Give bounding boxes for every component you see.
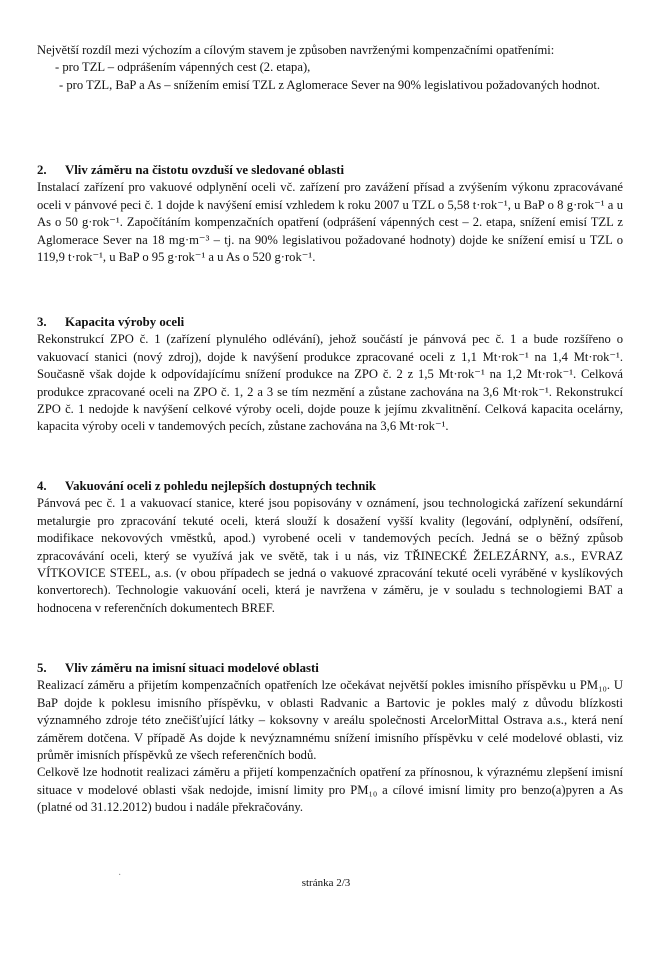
section-paragraph: Celkově lze hodnotit realizaci záměru a přijetí kompenzačních opatření za přínosnou, k výraznému zlepšení imisní situace v modelové oblasti však nedojde, imisní limity pro PM₁₀ a cílové imisní limity pro benzo(a)pyren a As (platné od 31.12.2012) budou i nadále překračovány. xyxy=(37,765,623,815)
page-number-label: stránka 2/3 xyxy=(301,877,351,889)
section-heading xyxy=(37,478,623,495)
section-title: Kapacita výroby oceli xyxy=(65,315,185,329)
intro-bullet: - pro TZL, BaP a As – snížením emisí TZL z Aglomerace Sever na 90% legislativou požadovaných hodnot. xyxy=(59,77,601,92)
intro-bullet-list xyxy=(37,59,623,94)
section-5 xyxy=(37,660,623,817)
intro-paragraph: Největší rozdíl mezi výchozím a cílovým stavem je způsoben navrženými kompenzačními opatřeními: xyxy=(37,43,555,57)
section-number: 5. xyxy=(37,661,47,675)
section-title: Vliv záměru na imisní situaci modelové oblasti xyxy=(65,661,319,675)
section-title: Vliv záměru na čistotu ovzduší ve sledované oblasti xyxy=(65,163,345,177)
section-number: 3. xyxy=(37,315,47,329)
section-2 xyxy=(37,162,623,266)
section-paragraph: Rekonstrukcí ZPO č. 1 (zařízení plynulého odlévání), jehož součástí je pánvová pec č. 1 a bude rozšířeno o vakuovací stanici (nový zdroj), dojde k navýšení produkce zpracované oceli z 1,1 Mt·rok⁻¹ na 1,4 Mt·rok⁻¹. Současně však dojde k odpovídajícímu snížení produkce na ZPO č. 2 z 1,5 Mt·rok⁻¹ na 1,2 Mt·rok⁻¹. Celková produkce zpracované oceli na ZPO č. 1, 2 a 3 se tím nezmění a zůstane zachována na 3,6 Mt·rok⁻¹. Rekonstrukcí ZPO č. 1 nedojde k navýšení celkové výroby oceli, dojde pouze k jejímu zkvalitnění. Celková kapacita ocelárny, kapacita výroby oceli v tandemových pecích, zůstane zachována na 3,6 Mt·rok⁻¹. xyxy=(37,332,623,434)
intro-bullet: - pro TZL – odprášením vápenných cest (2. etapa), xyxy=(55,60,311,75)
section-3 xyxy=(37,314,623,436)
page-footer xyxy=(0,877,652,889)
section-number: 2. xyxy=(37,163,47,177)
section-title: Vakuování oceli z pohledu nejlepších dostupných technik xyxy=(65,479,376,493)
section-number: 4. xyxy=(37,479,47,493)
intro-block xyxy=(37,42,623,94)
section-4 xyxy=(37,478,623,617)
section-heading xyxy=(37,660,623,677)
scan-speck: · xyxy=(118,870,122,881)
section-heading xyxy=(37,162,623,179)
section-paragraph: Realizací záměru a přijetím kompenzačních opatřeních lze očekávat největší pokles imisního příspěvku u PM₁₀. U BaP dojde k poklesu imisního příspěvku, v oblasti Radvanic a Bartovic je pokles malý z důvodu blízkosti významného zdroje této znečišťující látky – koksovny v areálu společnosti ArcelorMittal Ostrava a.s., která není záměrem dotčena. V případě As dojde k nevýznamnému snížení imisního příspěvku v celé modelové oblasti, viz průměr imisních příspěvků ze všech referenčních bodů. xyxy=(37,678,623,763)
section-paragraph: Pánvová pec č. 1 a vakuovací stanice, které jsou popisovány v oznámení, jsou technologická zařízení sekundární metalurgie pro zpracování tekuté oceli, která slouží k dosažení vyšší kvality (legování, odplynění, odsíření, modifikace nekovových vměstků, apod.) vyrobené oceli v tandemových pecích. Jedná se o běžný způsob zpracovávání oceli, který se využívá jak ve světě, tak i u nás, viz TŘINECKÉ ŽELEZÁRNY, a.s., EVRAZ VÍTKOVICE STEEL, a.s. (v obou případech se jedná o vakuové zpracování tekuté oceli vyráběné v kyslíkových konvertorech). Technologie vakuování oceli, která je navržena v záměru, je v souladu s technologiemi BAT a hodnocena v referenčních dokumentech BREF. xyxy=(37,496,623,615)
section-heading xyxy=(37,314,623,331)
section-paragraph: Instalací zařízení pro vakuové odplynění oceli vč. zařízení pro zavážení přísad a zvýšením výkonu zpracovávané oceli v pánvové peci č. 1 dojde k navýšení emisí vzhledem k roku 2007 u TZL o 5,58 t·rok⁻¹, u BaP o 8 g·rok⁻¹ a u As o 50 g·rok⁻¹. Započítáním kompenzačních opatření (odprášení vápenných cest – 2. etapa, snížení emisí TZL z Aglomerace Sever na 18 mg·m⁻³ – tj. na 90% legislativou požadované hodnoty) dojde ke snížení emisí u TZL o 119,9 t·rok⁻¹, u BaP o 95 g·rok⁻¹ a u As o 520 g·rok⁻¹. xyxy=(37,180,623,265)
